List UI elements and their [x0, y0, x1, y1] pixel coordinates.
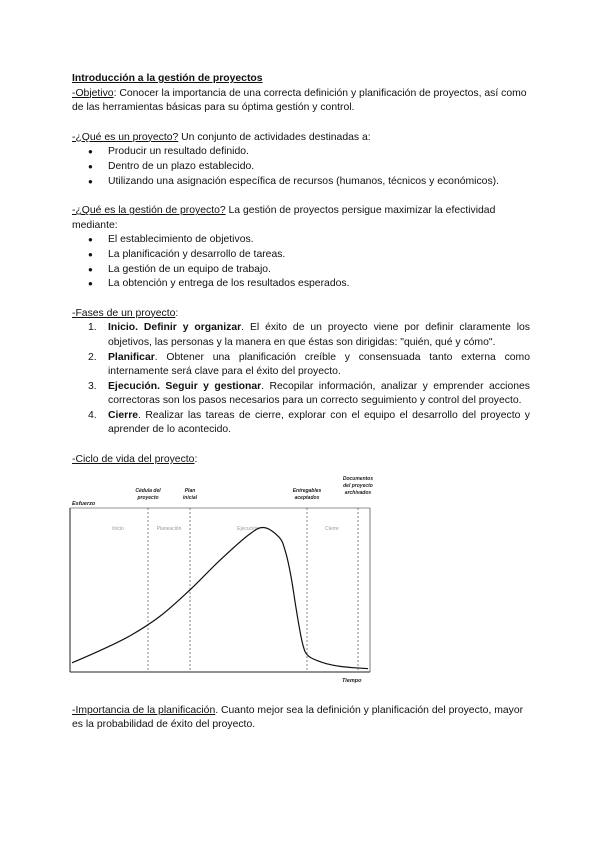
list-item: ● Producir un resultado definido.	[72, 145, 530, 160]
milestone-label-line: Cédula del	[135, 487, 161, 494]
gestion-label: -¿Qué es la gestión de proyecto?	[72, 205, 226, 217]
fase-text: . El éxito de un proyecto viene por definir claramente los objetivos, las personas y la manera en que éstas son dirigidas: "quién, qué y cómo".	[108, 322, 530, 348]
fase-title: Cierre	[108, 409, 139, 421]
phase-label: Planeación	[156, 525, 182, 532]
list-item: ● La planificación y desarrollo de tareas.	[72, 248, 530, 263]
fase-text: . Realizar las tareas de cierre, explorar con el equipo el desarrollo del proyecto y aprender de lo acontecido.	[108, 409, 530, 436]
fase-title: Planificar	[108, 351, 155, 363]
milestone-label	[135, 488, 161, 501]
milestone-label-line: del proyecto	[343, 482, 373, 489]
phase-label: Ejecución	[237, 525, 259, 532]
phase-label: Cierre	[325, 525, 339, 532]
fases-label: -Fases de un proyecto	[72, 307, 176, 319]
milestone-label-line: aceptados	[294, 494, 320, 501]
list-item: ● La gestión de un equipo de trabajo.	[72, 263, 530, 278]
ciclo-label: -Ciclo de vida del proyecto	[72, 454, 195, 466]
gestion-text: La gestión de proyectos persigue maximizar la efectividad mediante:	[72, 205, 496, 231]
fase-number: 4.	[88, 409, 97, 421]
document-body	[72, 72, 530, 733]
fase-title: Ejecución. Seguir y gestionar	[108, 380, 262, 392]
milestone-label	[183, 488, 198, 501]
milestone-labels	[135, 476, 373, 501]
ciclo-colon: :	[194, 454, 198, 466]
que-es-label: -¿Qué es un proyecto?	[72, 131, 179, 143]
phase-label: Inicio	[112, 525, 124, 532]
x-axis-label: Tiempo	[342, 677, 362, 684]
gestion-paragraph	[72, 204, 530, 233]
milestone-label	[293, 488, 322, 501]
fase-item	[72, 409, 530, 438]
fase-title: Inicio. Definir y organizar	[108, 322, 242, 334]
y-axis-label: Esfuerzo	[72, 500, 96, 507]
importancia-text: . Cuanto mejor sea la definición y planificación del proyecto, mayor es la probabilidad de éxito del proyecto.	[72, 704, 524, 731]
list-item: ● Utilizando una asignación específica de recursos (humanos, técnicos y económicos).	[72, 175, 530, 190]
milestone-label-line: Entregables	[292, 487, 322, 494]
fase-text: . Recopilar información, analizar y emprender acciones correctoras son los pasos necesarios para un correcto seguimiento y control del proyecto.	[108, 380, 530, 407]
fase-item	[72, 351, 530, 380]
list-item: ● El establecimiento de objetivos.	[72, 233, 530, 248]
milestone-label-line: proyecto	[137, 494, 159, 501]
fase-item	[72, 321, 530, 350]
list-item: ● Dentro de un plazo establecido.	[72, 160, 530, 175]
que-es-list	[72, 145, 530, 189]
chart-frame	[70, 508, 370, 672]
page-title	[72, 72, 530, 87]
que-es-text: Un conjunto de actividades destinadas a:	[178, 131, 371, 143]
objetivo-label: -Objetivo	[72, 87, 114, 99]
importancia-paragraph	[72, 704, 530, 733]
objetivo-paragraph	[72, 87, 530, 116]
milestone-label-line: inicial	[182, 494, 198, 501]
milestone-label-line: archivados	[344, 489, 372, 496]
fases-list	[72, 321, 530, 438]
gestion-list	[72, 233, 530, 291]
importancia-label: -Importancia de la planificación	[72, 704, 216, 716]
effort-curve	[72, 527, 368, 668]
title-text: Introducción a la gestión de proyectos	[72, 73, 263, 84]
milestone-label-line: Documentos	[342, 475, 374, 482]
milestone-lines	[148, 508, 358, 672]
fase-text: . Obtener una planificación creíble y consensuada tanto externa como internamente será clave para el éxito del proyecto.	[108, 351, 530, 378]
fase-number: 1.	[88, 322, 97, 334]
lifecycle-chart	[70, 474, 374, 689]
objetivo-text: : Conocer la importancia de una correcta definición y planificación de proyectos, así como de las herramientas básicas para su óptima gestión y control.	[72, 87, 527, 114]
ciclo-heading	[72, 453, 530, 468]
que-es-paragraph	[72, 131, 530, 146]
list-item: ● La obtención y entrega de los resultados esperados.	[72, 277, 530, 292]
phase-labels	[112, 526, 339, 532]
fase-number: 2.	[88, 351, 97, 363]
fases-heading	[72, 307, 530, 322]
milestone-label	[343, 476, 374, 496]
fases-colon: :	[175, 307, 179, 319]
milestone-label-line: Plan	[184, 487, 196, 494]
fase-number: 3.	[88, 380, 97, 392]
fase-item	[72, 380, 530, 409]
